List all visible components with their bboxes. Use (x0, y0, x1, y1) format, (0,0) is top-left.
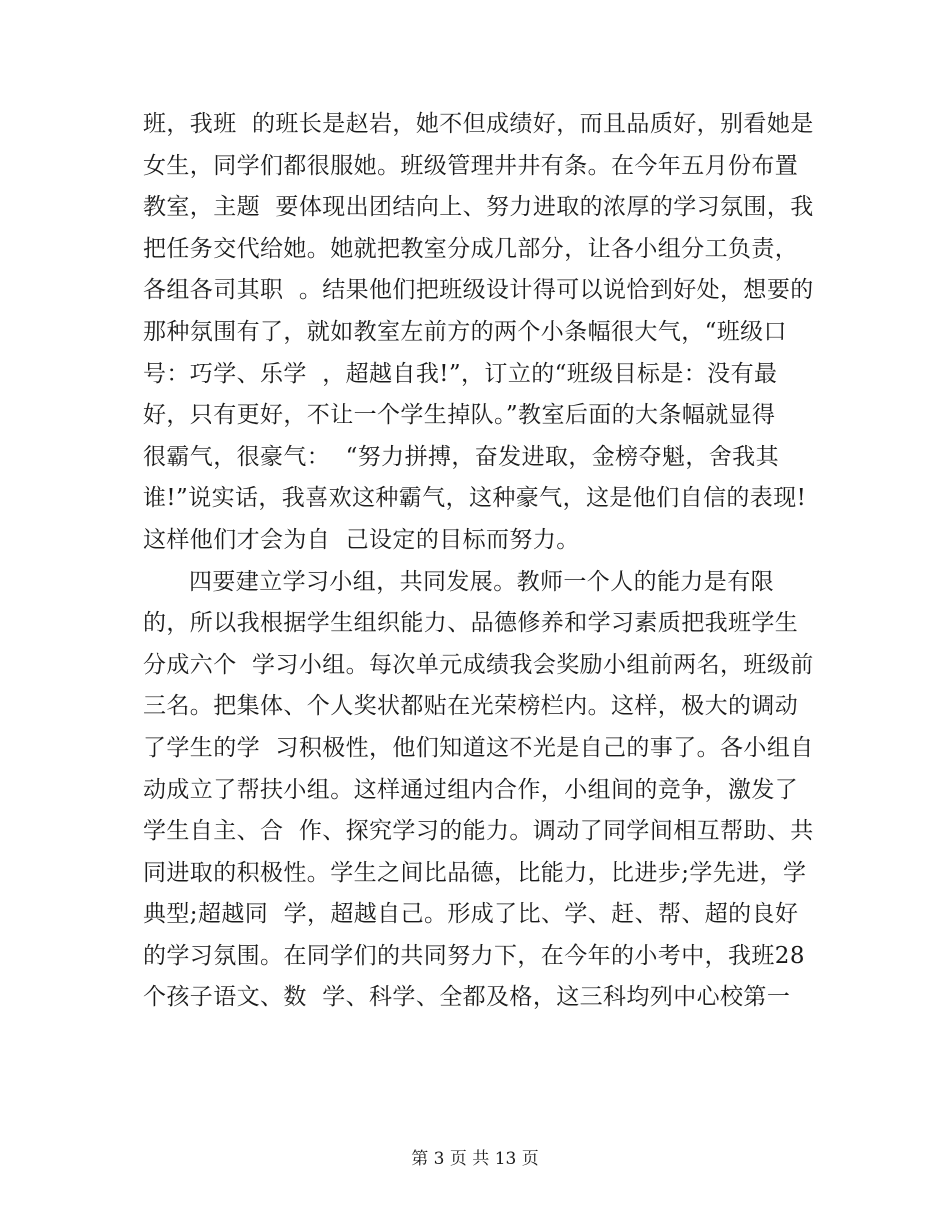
text-line: 三名。把集体、个人奖状都贴在光荣榜栏内。这样，极大的调动 (143, 693, 799, 720)
text-line: 的学习氛围。在同学们的共同努力下，在今年的小考中，我班28 (143, 942, 805, 969)
text-line: 个孩子语文、数 学、科学、全都及格，这三科均列中心校第一 (143, 984, 791, 1011)
text-line: 这样他们才会为自 己设定的目标而努力。 (143, 526, 580, 553)
text-line: 谁!”说实话，我喜欢这种霸气，这种豪气，这是他们自信的表现! (143, 485, 807, 512)
text-line: 女生，同学们都很服她。班级管理井井有条。在今年五月份布置 (143, 152, 799, 179)
text-line: 动成立了帮扶小组。这样通过组内合作，小组间的竞争，激发了 (143, 776, 799, 803)
text-line: 那种氛围有了，就如教室左前方的两个小条幅很大气，“班级口 (143, 318, 787, 345)
text-line: 的，所以我根据学生组织能力、品德修养和学习素质把我班学生 (143, 610, 799, 637)
paragraph-start-line: 四要建立学习小组，共同发展。教师一个人的能力是有限 (189, 568, 774, 595)
text-line: 号：巧学、乐学 ，超越自我!”，订立的“班级目标是：没有最 (143, 360, 778, 387)
text-line: 把任务交代给她。她就把教室分成几部分，让各小组分工负责， (143, 235, 799, 262)
text-line: 了学生的学 习积极性，他们知道这不光是自己的事了。各小组自 (143, 734, 814, 761)
text-line: 很霸气，很豪气： “努力拼搏，奋发进取，金榜夺魁，舍我其 (143, 443, 779, 470)
text-line: 班，我班 的班长是赵岩，她不但成绩好，而且品质好，别看她是 (143, 111, 814, 137)
text-line: 教室，主题 要体现出团结向上、努力进取的浓厚的学习氛围，我 (143, 194, 814, 221)
text-line: 各组各司其职 。结果他们把班级设计得可以说恰到好处，想要的 (143, 277, 814, 304)
text-line: 分成六个 学习小组。每次单元成绩我会奖励小组前两名，班级前 (143, 651, 814, 678)
text-line: 同进取的积极性。学生之间比品德，比能力，比进步;学先进，学 (143, 859, 807, 886)
body-text (143, 104, 833, 1019)
text-line: 典型;超越同 学，超越自己。形成了比、学、赶、帮、超的良好 (143, 901, 799, 928)
text-line: 学生自主、合 作、探究学习的能力。调动了同学间相互帮助、共 (143, 818, 814, 845)
page-footer: 第 3 页 共 13 页 (411, 1149, 539, 1169)
text-line: 好，只有更好，不让一个学生掉队。”教室后面的大条幅就显得 (143, 402, 776, 429)
